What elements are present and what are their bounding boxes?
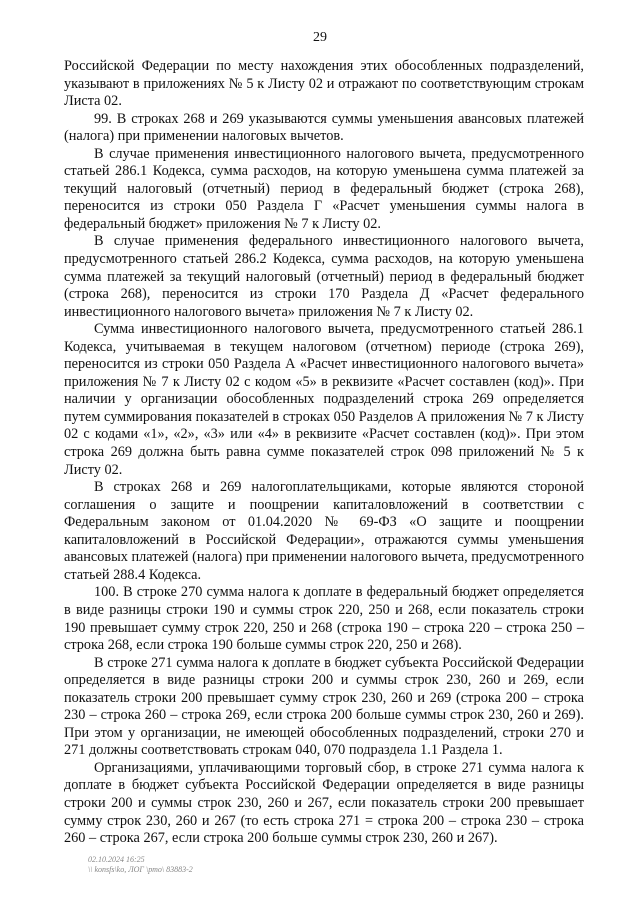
document-footer-stamp [88, 855, 193, 875]
footer-file-path: \\ konsfs\ko, ЛОГ \ртo\ 83883-2 [88, 865, 193, 874]
paragraph: Организациями, уплачивающими торговый сбор, в строке 271 сумма налога к доплате в бюджет субъекта Российской Федерации определяется в виде разницы строки 200 и суммы строк 230, 260 и 267, если показатель строки 200 превышает сумму строк 230, 260 и 267 (то есть строка 271 = строка 200 – строка 230 – строка 260 – строка 267, если строка 200 больше суммы строк 230, 260 и 267). [64, 759, 584, 847]
paragraph: 100. В строке 270 сумма налога к доплате в федеральный бюджет определяется в виде разницы строки 190 и суммы строк 220, 250 и 268, если показатель строки 190 превышает сумму строк 220, 250 и 268 (строка 190 – строка 220 – строка 250 – строка 268, если строка 190 больше суммы строк 220, 250 и 268). [64, 584, 584, 654]
paragraph: 99. В строках 268 и 269 указываются суммы уменьшения авансовых платежей (налога) при применении налоговых вычетов. [64, 110, 584, 145]
footer-timestamp: 02.10.2024 16:25 [88, 855, 145, 864]
document-body [64, 58, 584, 848]
paragraph: В строке 271 сумма налога к доплате в бюджет субъекта Российской Федерации определяется в виде разницы строки 200 и суммы строк 230, 260 и 269, если показатель строки 200 превышает сумму строк 230, 260 и 269 (строка 200 – строка 230 – строка 260 – строка 269, если строка 200 больше суммы строк 230, 260 и 269). При этом у организации, не имеющей обособленных подразделений, строки 270 и 271 должны соответствовать строкам 040, 070 подраздела 1.1 Раздела 1. [64, 654, 584, 759]
paragraph: В строках 268 и 269 налогоплательщиками, которые являются стороной соглашения о защите и поощрении капиталовложений в соответствии с Федеральным законом от 01.04.2020 № 69-ФЗ «О защите и поощрении капиталовложений в Российской Федерации», отражаются суммы уменьшения авансовых платежей (налога) при применении налогового вычета, предусмотренного статьей 288.4 Кодекса. [64, 479, 584, 583]
paragraph: Сумма инвестиционного налогового вычета, предусмотренного статьей 286.1 Кодекса, учитываемая в текущем налоговом (отчетном) периоде (строка 269), переносится из строки 050 Раздела А «Расчет инвестиционного налогового вычета» приложения № 7 к Листу 02 с кодом «5» в реквизите «Расчет составлен (код)». При наличии у организации обособленных подразделений строка 269 определяется путем суммирования показателей в строках 050 Разделов А приложения № 7 к Листу 02 с кодами «1», «2», «3» или «4» в реквизите «Расчет составлен (код)». При этом строка 269 должна быть равна сумме показателей строк 098 приложений № 5 к Листу 02. [64, 321, 584, 478]
paragraph: В случае применения федерального инвестиционного налогового вычета, предусмотренного статьей 286.2 Кодекса, сумма расходов, на которую уменьшена сумма платежей за текущий налоговый (отчетный) период в федеральный бюджет (строка 268), переносится из строки 170 Раздела Д «Расчет федерального инвестиционного налогового вычета» приложения № 7 к Листу 02. [64, 233, 584, 320]
paragraph: В случае применения инвестиционного налогового вычета, предусмотренного статьей 286.1 Кодекса, сумма расходов, на которую уменьшена сумма платежей за текущий налоговый (отчетный) период в федеральный бюджет (строка 268), переносится из строки 050 Раздела Г «Расчет уменьшения суммы налога в федеральный бюджет» приложения № 7 к Листу 02. [64, 145, 584, 232]
paragraph: Российской Федерации по месту нахождения этих обособленных подразделений, указывают в приложениях № 5 к Листу 02 и отражают по соответствующим строкам Листа 02. [64, 58, 584, 110]
page-number: 29 [313, 30, 327, 45]
